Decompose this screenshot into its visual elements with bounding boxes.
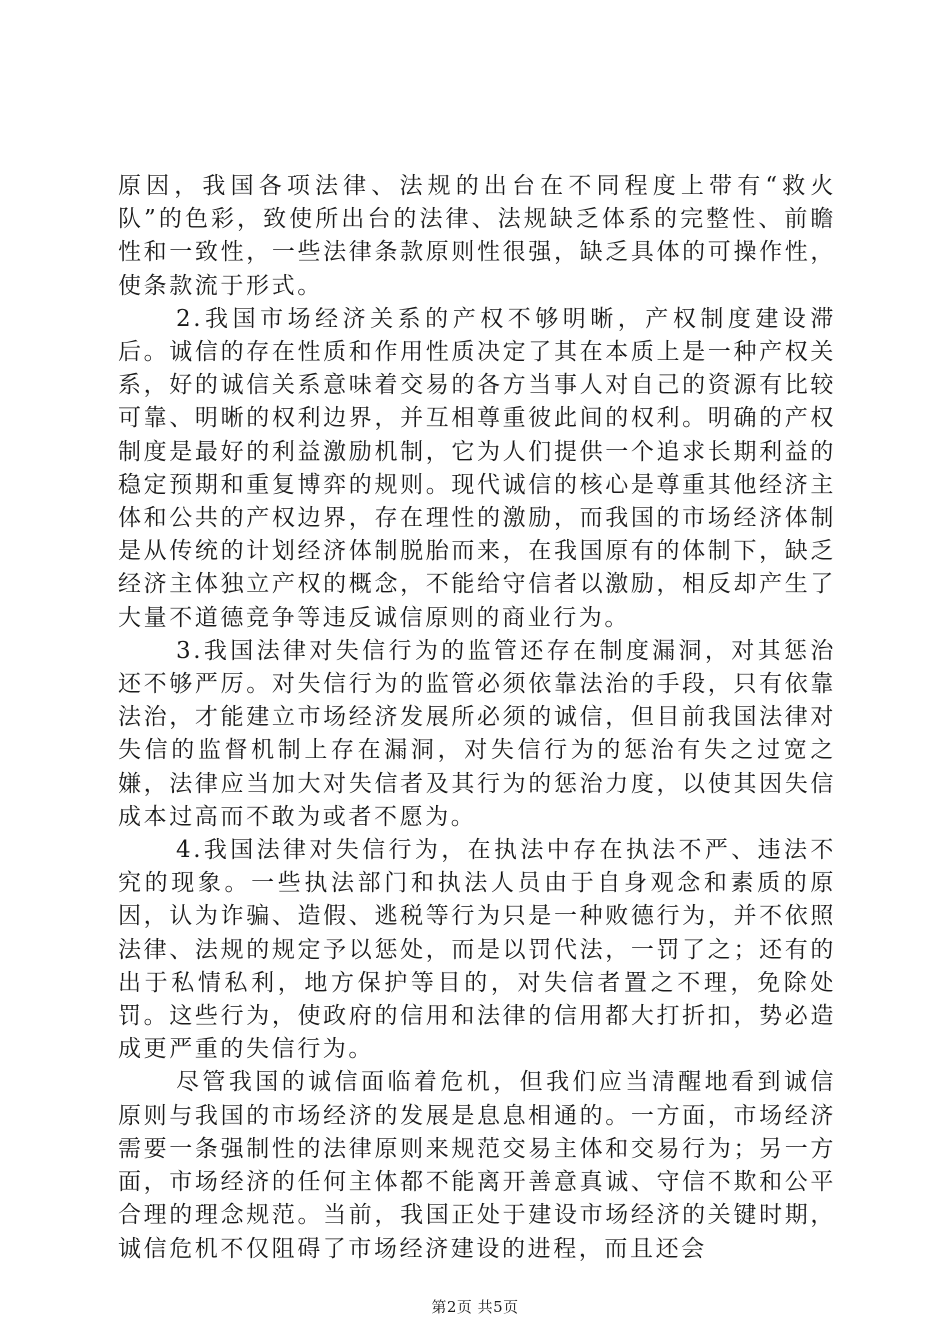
paragraph-point-2: 2.我国市场经济关系的产权不够明晰，产权制度建设滞后。诚信的存在性质和作用性质决定了其在本质上是一种产权关系，好的诚信关系意味着交易的各方当事人对自己的资源有比较可靠、明晰的权利边界，并互相尊重彼此间的权利。明确的产权制度是最好的利益激励机制，它为人们提供一个追求长期利益的稳定预期和重复博弈的规则。现代诚信的核心是尊重其他经济主体和公共的产权边界，存在理性的激励，而我国的市场经济体制是从传统的计划经济体制脱胎而来，在我国原有的体制下，缺乏经济主体独立产权的概念，不能给守信者以激励，相反却产生了大量不道德竞争等违反诚信原则的商业行为。 <box>118 305 836 631</box>
paragraph-continuation: 原因，我国各项法律、法规的出台在不同程度上带有“救火队”的色彩，致使所出台的法律、法规缺乏体系的完整性、前瞻性和一致性，一些法律条款原则性很强，缺乏具体的可操作性，使条款流于形式。 <box>118 173 836 299</box>
paragraph-point-4: 4.我国法律对失信行为，在执法中存在执法不严、违法不究的现象。一些执法部门和执法人员由于自身观念和素质的原因，认为诈骗、造假、逃税等行为只是一种败德行为，并不依照法律、法规的规定予以惩处，而是以罚代法，一罚了之；还有的出于私情私利，地方保护等目的，对失信者置之不理，免除处罚。这些行为，使政府的信用和法律的信用都大打折扣，势必造成更严重的失信行为。 <box>118 837 836 1063</box>
paragraph-conclusion: 尽管我国的诚信面临着危机，但我们应当清醒地看到诚信原则与我国的市场经济的发展是息息相通的。一方面，市场经济需要一条强制性的法律原则来规范交易主体和交易行为；另一方面，市场经济的任何主体都不能离开善意真诚、守信不欺和公平合理的理念规范。当前，我国正处于建设市场经济的关键时期，诚信危机不仅阻碍了市场经济建设的进程，而且还会 <box>118 1069 836 1262</box>
paragraph-point-3: 3.我国法律对失信行为的监管还存在制度漏洞，对其惩治还不够严厉。对失信行为的监管必须依靠法治的手段，只有依靠法治，才能建立市场经济发展所必须的诚信，但目前我国法律对失信的监督机制上存在漏洞，对失信行为的惩治有失之过宽之嫌，法律应当加大对失信者及其行为的惩治力度，以使其因失信成本过高而不敢为或者不愿为。 <box>118 637 836 830</box>
page-footer: 第2页 共5页 <box>431 1298 519 1316</box>
document-body <box>118 170 836 1266</box>
